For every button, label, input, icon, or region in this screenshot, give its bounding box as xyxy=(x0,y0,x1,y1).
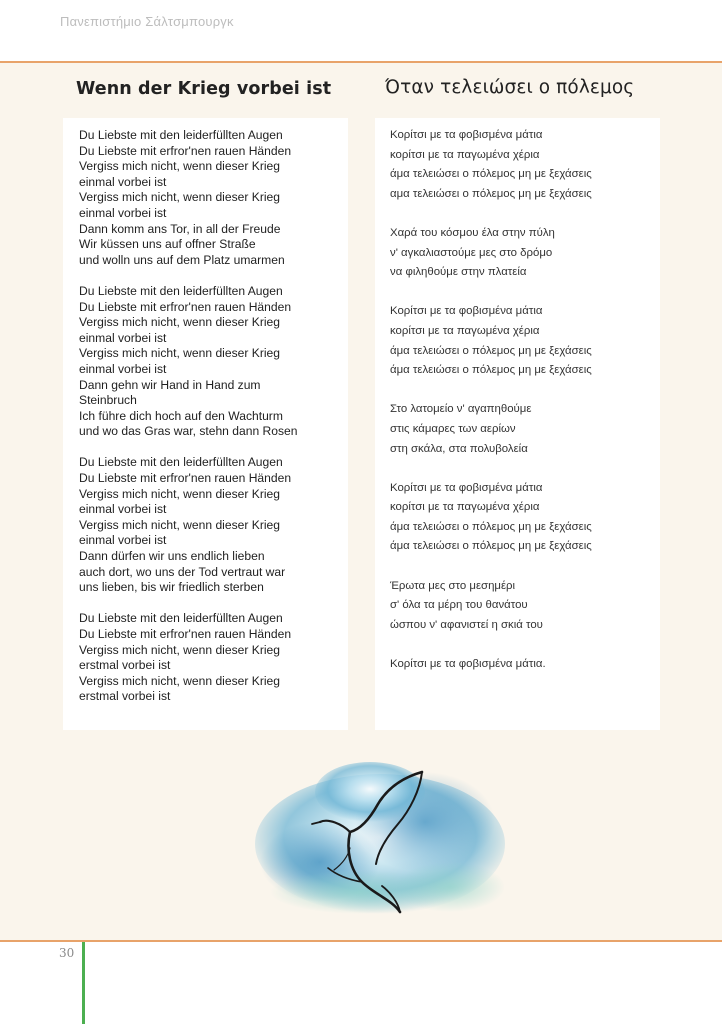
german-poem-line: Steinbruch xyxy=(79,393,137,408)
german-poem-box xyxy=(63,118,348,730)
greek-poem-line: ν' αγκαλιαστούμε μες στο δρόμο xyxy=(390,246,553,259)
greek-poem-line: αμα τελειώσει ο πόλεμος μη με ξεχάσεις xyxy=(390,187,592,200)
greek-poem-line: άμα τελειώσει ο πόλεμος μη με ξεχάσεις xyxy=(390,540,592,553)
greek-poem-line: Έρωτα μες στο μεσημέρι xyxy=(390,579,516,592)
german-poem-line: uns lieben, bis wir friedlich sterben xyxy=(79,580,264,595)
german-poem-line: Vergiss mich nicht, wenn dieser Krieg xyxy=(79,486,280,501)
german-poem-line: und wo das Gras war, stehn dann Rosen xyxy=(79,424,298,439)
german-poem-line: Vergiss mich nicht, wenn dieser Krieg xyxy=(79,315,280,330)
greek-poem-line: να φιληθούμε στην πλατεία xyxy=(390,266,527,279)
greek-poem-line: Κορίτσι με τα φοβισμένα μάτια xyxy=(390,305,543,318)
page-header-title: Πανεπιστήμιο Σάλτσμπουργκ xyxy=(60,14,234,29)
german-poem-line: einmal vorbei ist xyxy=(79,502,167,517)
german-poem-line: Du Liebste mit erfror'nen rauen Händen xyxy=(79,627,292,641)
greek-poem-line: κορίτσι με τα παγωμένα χέρια xyxy=(390,324,540,337)
german-poem-line: Ich führe dich hoch auf den Wachturm xyxy=(79,408,283,423)
greek-poem-line: Στο λατομείο ν' αγαπηθούμε xyxy=(390,403,532,416)
german-poem-line: einmal vorbei ist xyxy=(79,533,167,548)
german-poem-line: erstmal vorbei ist xyxy=(79,689,171,704)
german-poem-stanza xyxy=(79,284,348,440)
greek-poem-line: κορίτσι με τα παγωμένα χέρια xyxy=(390,501,540,514)
german-poem-line: einmal vorbei ist xyxy=(79,361,167,376)
footer-rule xyxy=(0,940,722,942)
german-poem-line: Vergiss mich nicht, wenn dieser Krieg xyxy=(79,346,280,361)
greek-poem-line: άμα τελειώσει ο πόλεμος μη με ξεχάσεις xyxy=(390,520,592,533)
greek-poem-line: Χαρά του κόσμου έλα στην πύλη xyxy=(390,226,555,239)
german-poem-line: Du Liebste mit erfror'nen rauen Händen xyxy=(79,471,292,486)
greek-poem-stanza xyxy=(390,126,660,204)
german-poem-line: einmal vorbei ist xyxy=(79,330,167,345)
german-poem-stanza xyxy=(79,611,348,705)
german-poem-line: einmal vorbei ist xyxy=(79,174,167,189)
greek-poem-title: Όταν τελειώσει ο πόλεμος xyxy=(385,77,635,98)
greek-poem-line: άμα τελειώσει ο πόλεμος μη με ξεχάσεις xyxy=(390,344,592,357)
german-poem-line: Vergiss mich nicht, wenn dieser Krieg xyxy=(79,673,280,688)
greek-poem-line: Κορίτσι με τα φοβισμένα μάτια xyxy=(390,481,543,494)
greek-poem-stanza xyxy=(390,224,660,283)
greek-poem-box xyxy=(375,118,660,730)
greek-poem-line: ώσπου ν' αφανιστεί η σκιά του xyxy=(390,618,543,631)
greek-poem-line: άμα τελειώσει ο πόλεμος μη με ξεχάσεις xyxy=(390,364,592,377)
german-poem-line: und wolln uns auf dem Platz umarmen xyxy=(79,252,285,267)
greek-poem-line: Κορίτσι με τα φοβισμένα μάτια. xyxy=(390,658,546,671)
german-poem-line: Wir küssen uns auf offner Straße xyxy=(79,237,256,252)
greek-poem-line: Κορίτσι με τα φοβισμένα μάτια xyxy=(390,129,543,141)
german-poem-line: Du Liebste mit erfror'nen rauen Händen xyxy=(79,299,292,314)
german-poem-line: Vergiss mich nicht, wenn dieser Krieg xyxy=(79,517,280,532)
german-poem-line: Du Liebste mit erfror'nen rauen Händen xyxy=(79,143,292,158)
greek-poem-stanza xyxy=(390,479,660,557)
greek-poem-line: σ' όλα τα μέρη του θανάτου xyxy=(390,599,528,612)
german-poem-line: Vergiss mich nicht, wenn dieser Krieg xyxy=(79,159,280,174)
german-poem-line: Vergiss mich nicht, wenn dieser Krieg xyxy=(79,190,280,205)
german-poem-stanza xyxy=(79,455,348,595)
greek-poem-stanza xyxy=(390,400,660,459)
german-poem-stanza xyxy=(79,128,348,268)
german-poem-title: Wenn der Krieg vorbei ist xyxy=(76,79,332,99)
german-poem-line: Dann gehn wir Hand in Hand zum xyxy=(79,377,261,392)
greek-poem-stanza xyxy=(390,302,660,380)
greek-poem-line: στις κάμαρες των αερίων xyxy=(390,422,516,435)
german-poem-line: Vergiss mich nicht, wenn dieser Krieg xyxy=(79,642,280,657)
german-poem-line: Du Liebste mit den leiderfüllten Augen xyxy=(79,128,283,142)
german-poem-line: erstmal vorbei ist xyxy=(79,658,171,673)
german-poem-line: Dann dürfen wir uns endlich lieben xyxy=(79,549,265,564)
page-number: 30 xyxy=(59,946,75,960)
german-poem-line: auch dort, wo uns der Tod vertraut war xyxy=(79,564,286,579)
german-poem-line: Du Liebste mit den leiderfüllten Augen xyxy=(79,611,283,626)
german-poem-line: Du Liebste mit den leiderfüllten Augen xyxy=(79,283,283,298)
german-poem-line: einmal vorbei ist xyxy=(79,205,167,220)
footer-accent-bar xyxy=(82,942,85,1024)
german-poem-line: Du Liebste mit den leiderfüllten Augen xyxy=(79,455,283,470)
greek-poem-line: στη σκάλα, στα πολυβολεία xyxy=(390,442,528,455)
dove-icon xyxy=(250,752,510,922)
greek-poem-line: κορίτσι με τα παγωμένα χέρια xyxy=(390,148,540,161)
german-poem-line: Dann komm ans Tor, in all der Freude xyxy=(79,221,281,236)
greek-poem-stanza xyxy=(390,577,660,636)
greek-poem-stanza xyxy=(390,655,660,675)
greek-poem-line: άμα τελειώσει ο πόλεμος μη με ξεχάσεις xyxy=(390,168,592,181)
